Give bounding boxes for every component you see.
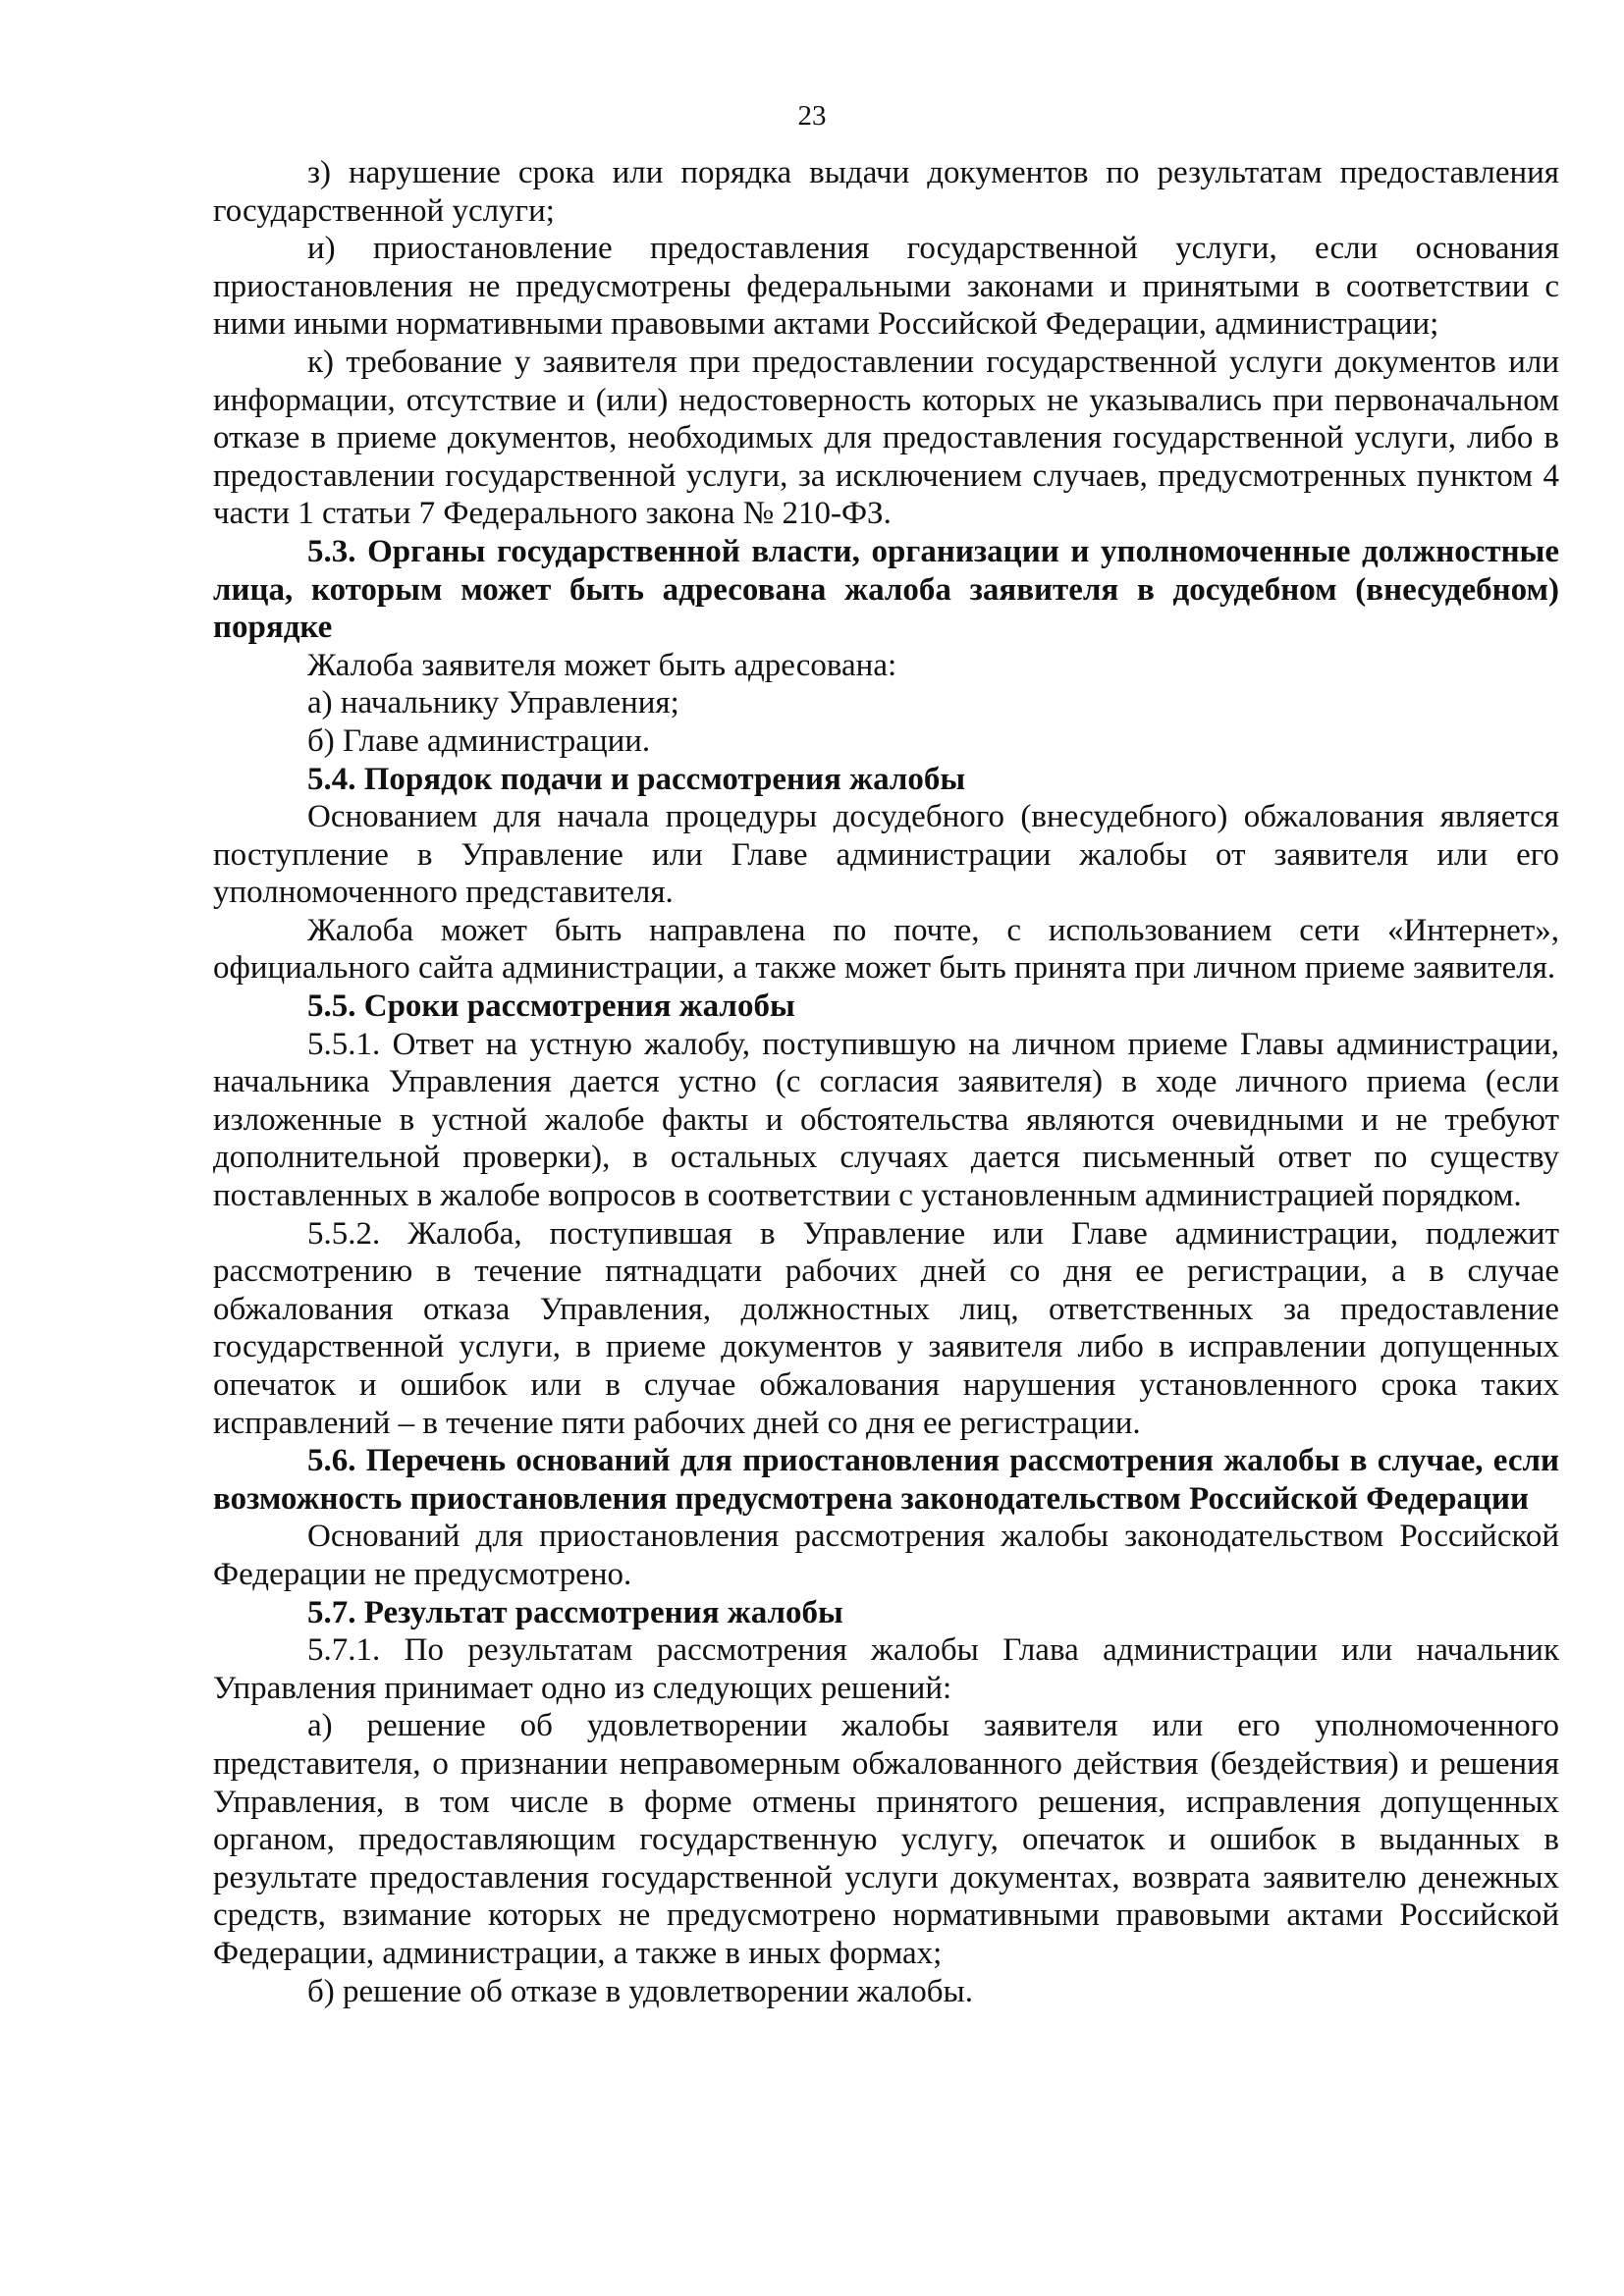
paragraph-item-k: к) требование у заявителя при предоставлении государственной услуги документов или информации, отсутствие и (или) недостоверность которых не указывались при первоначальном отказе в приеме документов, необходимых для предоставления государственной услуги, либо в предоставлении государственной услуги, за исключением случаев, предусмотренных пунктом 4 части 1 статьи 7 Федерального закона № 210-ФЗ. [213,344,1559,532]
page-number: 23 [797,100,827,132]
section-heading-5-4: 5.4. Порядок подачи и рассмотрения жалобы [307,761,966,797]
section-heading-5-6: 5.6. Перечень оснований для приостановления рассмотрения жалобы в случае, если возможность приостановления предусмотрена законодательством Российской Федерации [213,1443,1559,1517]
paragraph-5-5-2: 5.5.2. Жалоба, поступившая в Управление или Главе администрации, подлежит рассмотрению в течение пятнадцати рабочих дней со дня ее регистрации, а в случае обжалования отказа Управления, должностных лиц, ответственных за предоставление государственной услуги, в приеме документов у заявителя либо в исправлении допущенных опечаток и ошибок или в случае обжалования нарушения установленного срока таких исправлений – в течение пяти рабочих дней со дня ее регистрации. [213,1215,1559,1441]
paragraph-5-5-1: 5.5.1. Ответ на устную жалобу, поступившую на личном приеме Главы администрации, начальника Управления дается устно (с согласия заявителя) в ходе личного приема (если изложенные в устной жалобе факты и обстоятельства являются очевидными и не требуют дополнительной проверки), в остальных случаях дается письменный ответ по существу поставленных в жалобе вопросов в соответствии с установленным администрацией порядком. [213,1026,1559,1214]
section-heading-5-3: 5.3. Органы государственной власти, организации и уполномоченные должностные лица, которым может быть адресована жалоба заявителя в досудебном (внесудебном) порядке [213,533,1559,646]
paragraph-item-i: и) приостановление предоставления государственной услуги, если основания приостановления не предусмотрены федеральными законами и принятыми в соответствии с ними иными нормативными правовыми актами Российской Федерации, администрации; [213,231,1559,343]
paragraph-decision-a: а) решение об удовлетворении жалобы заявителя или его уполномоченного представителя, о признании неправомерным обжалованного действия (бездействия) и решения Управления, в том числе в форме отмены принятого решения, исправления допущенных органом, предоставляющим государственную услугу, опечаток и ошибок в выданных в результате предоставления государственной услуги документах, возврата заявителю денежных средств, взимание которых не предусмотрено нормативными правовыми актами Российской Федерации, администрации, а также в иных формах; [213,1708,1559,1971]
paragraph-item-z: з) нарушение срока или порядка выдачи документов по результатам предоставления государственной услуги; [213,155,1559,229]
paragraph-item-b-head: б) Главе администрации. [307,722,651,759]
paragraph-5-7-1: 5.7.1. По результатам рассмотрения жалобы Глава администрации или начальник Управления принимает одно из следующих решений: [213,1632,1559,1706]
paragraph-item-a-head: а) начальнику Управления; [307,685,679,721]
paragraph-grounds: Основанием для начала процедуры досудебного (внесудебного) обжалования является поступление в Управление или Главе администрации жалобы от заявителя или его уполномоченного представителя. [213,799,1559,911]
section-heading-5-5: 5.5. Сроки рассмотрения жалобы [307,988,795,1025]
paragraph-decision-b: б) решение об отказе в удовлетворении жалобы. [307,1973,973,2009]
paragraph-complaint-addressed: Жалоба заявителя может быть адресована: [307,647,897,683]
paragraph-no-suspension: Оснований для приостановления рассмотрения жалобы законодательством Российской Федерации не предусмотрено. [213,1519,1559,1592]
section-heading-5-7: 5.7. Результат рассмотрения жалобы [307,1594,843,1630]
document-body [213,154,1559,2010]
paragraph-submission-methods: Жалоба может быть направлена по почте, с использованием сети «Интернет», официального сайта администрации, а также может быть принята при личном приеме заявителя. [213,912,1559,987]
